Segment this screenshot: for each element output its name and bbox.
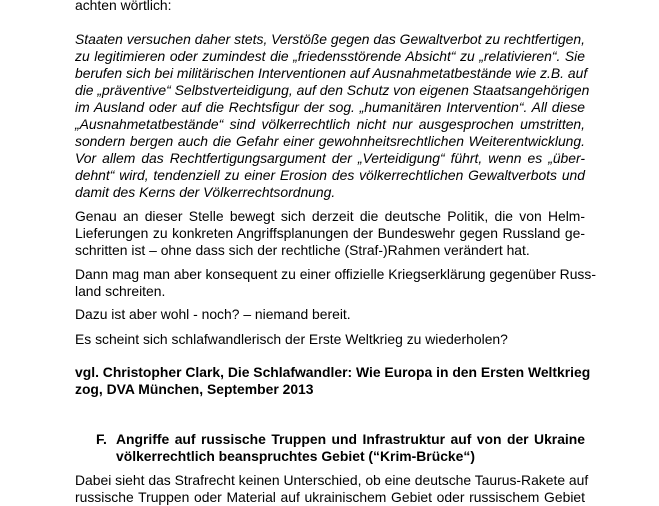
paragraph-line: Dann mag man aber konsequent zu einer offizielle Kriegserklärung gegenüber Russ- (75, 266, 596, 282)
quote-line: Staaten versuchen daher stets, Verstöße gegen das Gewaltverbot zu rechtfertigen, (75, 31, 585, 47)
intro-tail-text: achten wörtlich: (75, 0, 172, 13)
reference-line: vgl. Christopher Clark, Die Schlafwandler: Wie Europa in den Ersten Weltkrieg (75, 364, 591, 380)
reference-line: zog, DVA München, September 2013 (75, 381, 314, 397)
section-number: F. (96, 431, 107, 447)
quote-line: dehnt“ wird, tendenziell zu einer Erosion des völkerrechtlichen Gewaltverbots und (75, 167, 585, 183)
section-title-line: Angriffe auf russische Truppen und Infrastruktur auf von der Ukraine (116, 431, 585, 447)
quote-line: damit des Kerns der Völkerrechtsordnung. (75, 184, 336, 200)
paragraph-line: Genau an dieser Stelle bewegt sich derzeit die deutsche Politik, die von Helm- (75, 208, 585, 224)
quote-line: zu legitimieren oder zumindest die „friedensstörende Absicht“ zu „relativieren“. Sie (75, 48, 585, 64)
section-title-line: völkerrechtlich beanspruchtes Gebiet (“Krim-Brücke“) (116, 448, 475, 464)
paragraph-line: schritten ist – ohne dass sich der rechtliche (Straf-)Rahmen verändert hat. (75, 242, 530, 258)
paragraph-line: Lieferungen zu konkreten Angriffsplanungen der Bundeswehr gegen Russland ge- (75, 225, 585, 241)
quote-line: berufen sich bei militärischen Interventionen auf Ausnahmetatbestände wie z.B. auf (75, 65, 588, 81)
paragraph-line: land schreiten. (75, 283, 166, 299)
quote-line: die „präventive“ Selbstverteidigung, auf den Schutz von eigenen Staatsangehörigen (75, 82, 590, 98)
paragraph-line: Dabei sieht das Strafrecht keinen Unterschied, ob eine deutsche Taurus-Rakete auf (75, 472, 589, 488)
quote-line: „Ausnahmetatbestände“ sind völkerrechtlich nicht nur ausgesprochen umstritten, (75, 116, 585, 132)
quote-line: im Ausland oder auf die Rechtsfigur der sog. „humanitären Intervention“. All diese (75, 99, 585, 115)
paragraph-line: Es scheint sich schlafwandlerisch der Erste Weltkrieg zu wiederholen? (75, 331, 508, 347)
paragraph-line: russische Truppen oder Material auf ukrainischem Gebiet oder russischem Gebiet (75, 489, 585, 505)
paragraph-line: Dazu ist aber wohl - noch? – niemand bereit. (75, 306, 351, 322)
quote-line: sondern bergen auch die Gefahr einer gewohnheitsrechtlichen Weiterentwicklung. (75, 133, 585, 149)
quote-line: Vor allem das Rechtfertigungsargument der „Verteidigung“ führt, wenn es „über- (75, 150, 585, 166)
